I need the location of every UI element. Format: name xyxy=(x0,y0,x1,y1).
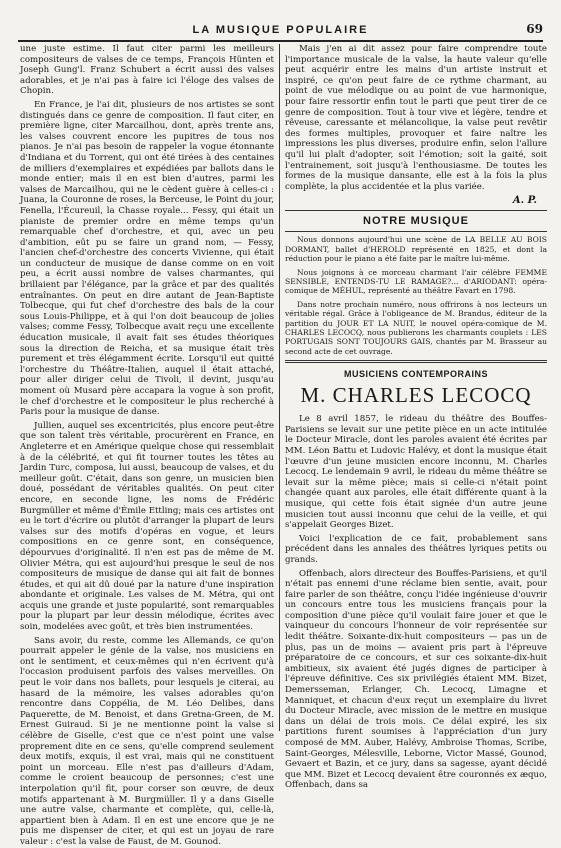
right-column xyxy=(285,44,547,791)
paragraph: Voici l'explication de ce fait, probablement sans précédent dans les annales des théâtres lyriques petits ou grands. xyxy=(285,533,547,565)
paragraph: Mais j'en ai dit assez pour faire comprendre toute l'importance musicale de la valse, la haute valeur qu'elle peut acquérir entre les mains d'un artiste instruit et inspiré, ce qu'on peut faire de ce rythme charmant, au point de vue mélodique ou au point de vue harmonique, pour faire ressortir enfin tout le parti que peut tirer de ce genre de composition. Tout à tour vive et légère, tendre et rêveuse, caressante et mélancolique, la valse peut revêtir des formes multiples, provoquer et faire naître les impressions les plus diverses, produire enfin, selon l'allure qu'il lui plaît d'adopter, soit l'émotion; soit la gaité, soit l'entrainement, soit jusqu'à l'enthousiasme. De toutes les formes de la musique dansante, elle est à la fois la plus complète, la plus accidentée et la plus variée. xyxy=(285,44,547,192)
divider xyxy=(285,210,547,211)
page-header xyxy=(18,22,543,42)
paragraph: Sans avoir, du reste, comme les Allemands, ce qu'on pourrait appeler le génie de la valse, nos musiciens en ont le sentiment, et ceux-mêmes qui n'en écrivent qu'à l'occasion produisent parfois des valses merveilles. On peut le voir dans nos ballets, pour lesquels je citerai, au hasard de la mémoire, les valses adorables qu'on rencontre dans Coppélia, de M. Léo Delibes, dans Paquerette, de M. Benoist, et dans Gretna-Green, de M. Ernest Guiraud. Si je ne mentionne point la valse si célèbre de Giselle, c'est que ce n'est point une valse proprement dite en ce sens, qu'elle comprend seulement deux motifs, exquis, il est vrai, mais qui ne constituent point un morceau. Elle n'est pas d'ailleurs d'Adam, comme le croient beaucoup de personnes; c'est une interpolation qu'il fit, pour corser son œuvre, de deux motifs appartenant à M. Burgmüller. Il y a dans Giselle une autre valse, charmante et complète, qui, celle-là, appartient bien à Adam. Il en est une encore que je ne puis me dispenser de citer, et qui est un joyau de rare valeur : c'est la valse de Faust, de M. Gounod. xyxy=(20,635,274,847)
left-column xyxy=(20,44,274,847)
notice-paragraph: Nous joignons à ce morceau charmant l'air célèbre FEMME SENSIBLE, ENTENDS-TU LE RAMAGE?... d'ARIODANT: opéra-comique de MÉHUL, représenté au théâtre Favart en 1798. xyxy=(285,267,547,296)
paragraph: Le 8 avril 1857, le rideau du théâtre des Bouffes-Parisiens se levait sur une petite pièce en un acte intitulée le Docteur Miracle, dont les paroles avaient été écrites par MM. Léon Battu et Ludovic Halévy, et dont la musique était l'œuvre d'un jeune musicien encore inconnu, M. Charles Lecocq. Le lendemain 9 avril, le rideau du même théâtre se levait sur la même pièce; mais si celle-ci n'était point changée quant aux paroles, elle était différente quant à la musique, qui cette fois était signée d'un autre jeune musicien tout aussi inconnu que celui de la veille, et qui s'appelait Georges Bizet. xyxy=(285,414,547,531)
section-heading-contemporains: MUSICIENS CONTEMPORAINS xyxy=(343,369,488,380)
divider xyxy=(285,231,547,232)
paragraph: Offenbach, alors directeur des Bouffes-Parisiens, et qu'il n'était pas ennemi d'une réclame bien sentie, avait, pour faire parler de son théâtre, conçu l'idée ingénieuse d'ouvrir un concours entre tous les musiciens français pour la composition d'une pièce qu'il voulait faire jouer et que le vainqueur du concours l'honneur de voir représentée sur ledit théâtre. Soixante-dix-huit compositeurs — pas un de plus, pas un de moins — avaient pris part à l'épreuve préparatoire de ce concours, et sur ces soixante-dix-huit ambitieux, six avaient été jugés dignes de participer à l'épreuve définitive. Ces six privilégiés étaient MM. Bizet, Demersseman, Erlanger, Ch. Lecocq, Limagne et Manniquet, et chacun d'eux reçut un exemplaire du livret du Docteur Miracle, avec mission de le mettre en musique dans un délai de trois mois. Ce délai expiré, les six partitions furent soumises à l'appréciation d'un jury composé de MM. Auber, Halévy, Ambroise Thomas, Scribe, Saint-Georges, Mélesville, Leborne, Victor Massé, Gounod, Gevaert et Bazin, et ce jury, dans sa sagesse, ayant décidé que MM. Bizet et Lecocq devaient être couronnés ex æquo, Offenbach, dans sa xyxy=(285,568,547,791)
notice-paragraph: Nous donnons aujourd'hui une scène de LA BELLE AU BOIS DORMANT, ballet d'HEROLD représenté en 1825, et dont la réduction pour le piano a été faite par le maître lui-même. xyxy=(285,235,547,264)
paragraph: une juste estime. Il faut citer parmi les meilleurs compositeurs de valses de ce temps, François Hünten et Joseph Gung'l. Franz Schubert a écrit aussi des valses adorables, et je n'ai pas à faire ici l'éloge des valses de Chopin. xyxy=(20,44,274,97)
page-number: 69 xyxy=(526,22,543,36)
journal-title: LA MUSIQUE POPULAIRE xyxy=(192,24,369,36)
paragraph: Jullien, auquel ses excentricités, plus encore peut-être que son talent très véritable, procurèrent en France, en Angleterre et en Amérique quelque chose qui ressemblait à de la célébrité, et qui fit tourner toutes les têtes au Jardin Turc, composa, lui aussi, beaucoup de valses, et du meilleur goût. C'était, dans son genre, un musicien bien doué, possédant de véritables qualités. On peut citer encore, en seconde ligne, les noms de Frédéric Burgmüller et même d'Émile Ettling; mais ces artistes ont eu le tort d'écrire ou plutôt d'arranger la plupart de leurs valses sur des motifs d'opéras en vogue, et leurs compositions en ce genre sont, en conséquence, dépourvues d'originalité. Il n'en est pas de même de M. Olivier Métra, qui est aujourd'hui presque le seul de nos compositeurs de musique de danse qui ait fait de bonnes études, et qui ait dû doué par la nature d'une inspiration abondante et originale. Les valses de M. Métra, qui ont acquis une grande et juste popularité, sont remarquables pour la plupart par leur dessin mélodique, écrites avec soin, modelées avec goût, et très bien instrumentées. xyxy=(20,420,274,633)
column-divider xyxy=(279,44,280,731)
article-title: M. CHARLES LECOCQ xyxy=(300,383,532,408)
notice-paragraph: Dans notre prochain numéro, nous offrirons à nos lecteurs un véritable régal. Grâce à l'obligeance de M. Brandus, éditeur de la partition du JOUR ET LA NUIT, le nouvel opéra-comique de M. CHARLES LECOCQ, nous publierons les charmants couplets : LES PORTUGAIS SONT TOUJOURS GAIS, chantés par M. Brasseur au second acte de cet ouvrage. xyxy=(285,299,547,356)
divider xyxy=(285,360,547,363)
author-signature: A. P. xyxy=(512,195,537,207)
section-heading-notre-musique: NOTRE MUSIQUE xyxy=(363,215,469,228)
paragraph: En France, je l'ai dit, plusieurs de nos artistes se sont distingués dans ce genre de composition. Il faut citer, en première ligne, citer Marcailhou, dont, après trente ans, les valses couvrent encore les pupitres de tous nos pianos. Je n'ai pas besoin de rappeler la vogue étonnante d'Indiana et du Torrent, qui ont été tirées à des centaines de milliers d'exemplaires et expédiées par ballots dans le monde entier; mais il en est bien d'autres, parmi les valses de Marcailhou, qui ne le cèdent guère à celles-ci : Juana, la Couronne de roses, la Berceuse, le Point du jour, Fenella, l'Écureuil, la Chasse royale... Fessy, qui était un pianiste de premier ordre en même temps qu'un remarquable chef d'orchestre, et qui, avec un peu d'ambition, eût pu se faire un grand nom, — Fessy, l'ancien chef-d'orchestre des concerts Vivienne, qui était un conducteur de musique de danse comme on en voit peu, a écrit aussi nombre de valses charmantes, qui brillaient par l'élégance, par la grâce et par des qualités entraînantes. On peut en dire autant de Jean-Baptiste Tolbecque, qui fut chef d'orchestre des bals de la cour sous Louis-Philippe, et à qui l'on doit beaucoup de jolies valses; comme Fessy, Tolbecque avait reçu une excellente éducation musicale, il avait fait ses études théoriques sous la direction de Reicha, et sa musique était très purement et très élégamment écrite. Lorsqu'il eut quitté l'orchestre du Théâtre-Italien, auquel il était attaché, pour aller diriger celui de Tivoli, il devint, jusqu'au moment où Musard père accapara la vogue à son profit, le chef d'orchestre et le compositeur le plus recherché à Paris pour la musique de danse. xyxy=(20,99,274,418)
